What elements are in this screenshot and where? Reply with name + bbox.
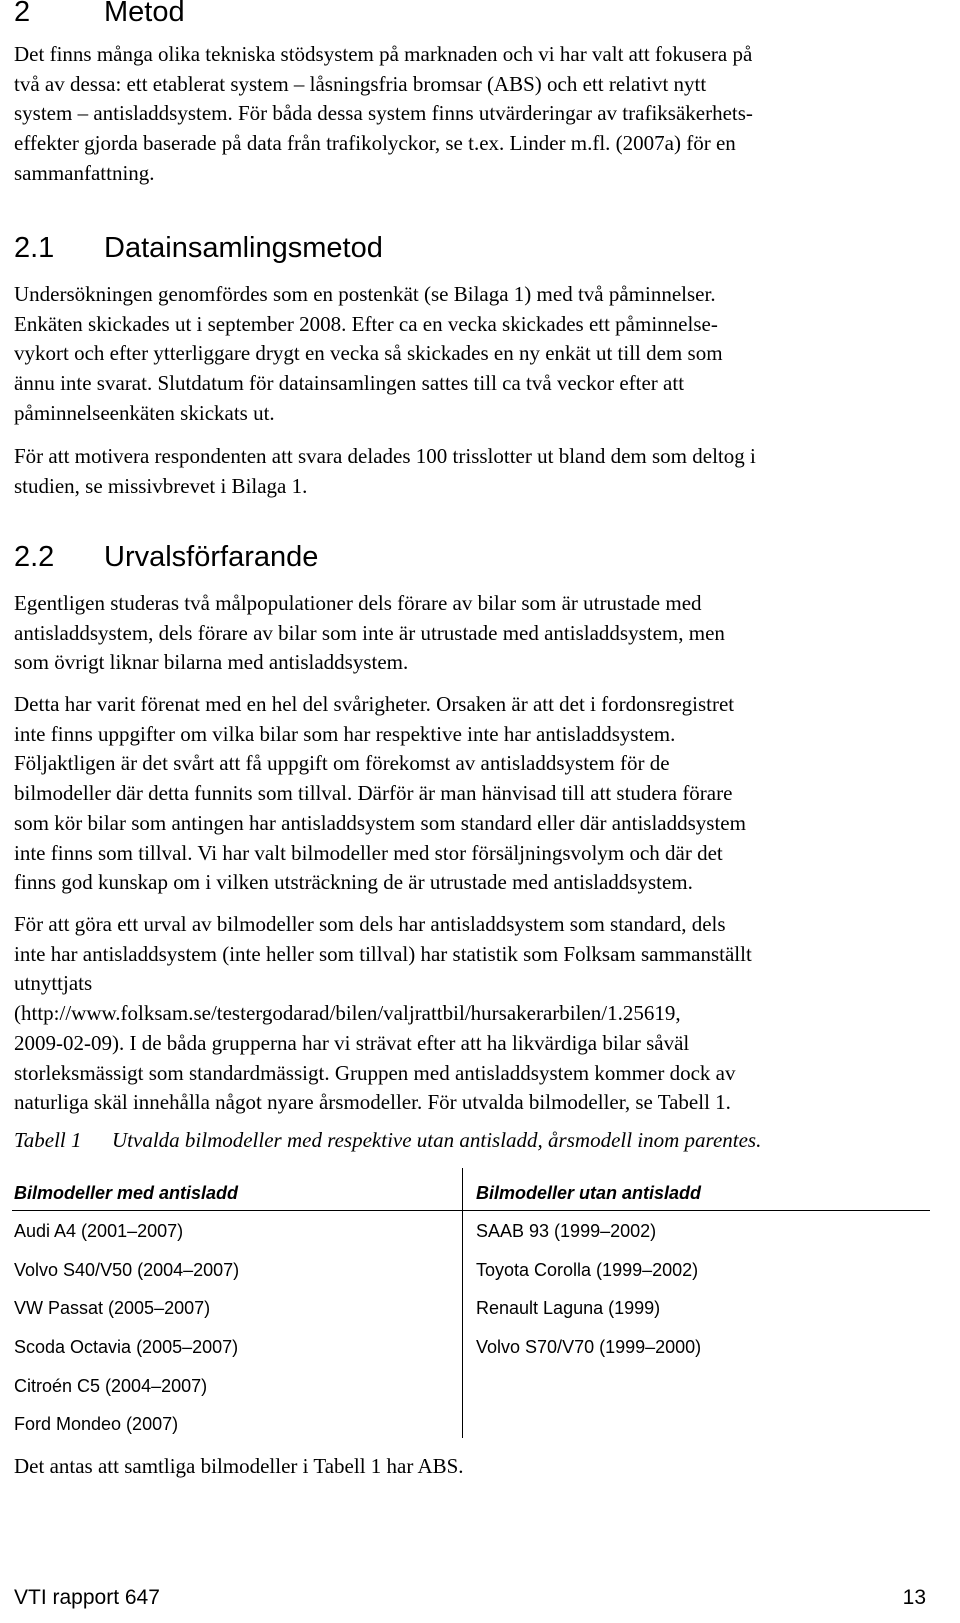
- paragraph: [14, 589, 934, 678]
- text-line: finns god kunskap om i vilken utsträckning de är utrustade med antisladdsystem.: [14, 870, 693, 895]
- text-line: Följaktligen är det svårt att få uppgift om förekomst av antisladdsystem för de: [14, 751, 670, 776]
- footer-page-number: 13: [902, 1586, 926, 1609]
- table-header-without: Bilmodeller utan antisladd: [476, 1183, 702, 1203]
- text-line: storleksmässigt som standardmässigt. Gruppen med antisladdsystem kommer dock av: [14, 1060, 736, 1085]
- paragraph: [14, 442, 934, 501]
- table-caption-text: Utvalda bilmodeller med respektive utan antisladd, årsmodell inom parentes.: [112, 1128, 762, 1152]
- paragraph: [14, 690, 934, 898]
- table-cell: Citroén C5 (2004–2007): [14, 1376, 208, 1396]
- section-heading-2-2: [14, 541, 318, 574]
- table-cell: Scoda Octavia (2005–2007): [14, 1337, 239, 1357]
- paragraph: [14, 910, 934, 1118]
- text-line: inte finns uppgifter om vilka bilar som har respektive inte har antisladdsystem.: [14, 721, 676, 746]
- table-cell: Toyota Corolla (1999–2002): [476, 1260, 699, 1280]
- text-line: studien, se missivbrevet i Bilaga 1.: [14, 473, 308, 498]
- text-line: Det antas att samtliga bilmodeller i Tabell 1 har ABS.: [14, 1454, 464, 1478]
- table-caption: [14, 1128, 761, 1153]
- section-number: 2.2: [14, 541, 55, 573]
- table-cell: SAAB 93 (1999–2002): [476, 1221, 657, 1241]
- table-cell: VW Passat (2005–2007): [14, 1298, 211, 1318]
- table-cell: Volvo S70/V70 (1999–2000): [476, 1337, 702, 1357]
- text-line: vykort och efter ytterliggare drygt en vecka så skickades en ny enkät ut till dem som: [14, 341, 723, 366]
- column-divider: [462, 1168, 463, 1438]
- text-line: Det finns många olika tekniska stödsystem på marknaden och vi har valt att fokusera på: [14, 42, 753, 66]
- text-line: utnyttjats: [14, 971, 93, 996]
- section-title: Datainsamlingsmetod: [104, 232, 383, 264]
- section-title: Urvalsförfarande: [104, 541, 319, 573]
- header-rule: [12, 1210, 930, 1211]
- text-line: Enkäten skickades ut i september 2008. Efter ca en vecka skickades ett påminnelse-: [14, 311, 718, 336]
- table-header-with: Bilmodeller med antisladd: [14, 1183, 239, 1203]
- text-line: påminnelseenkäten skickats ut.: [14, 400, 275, 425]
- text-line: system – antisladdsystem. För båda dessa system finns utvärderingar av trafiksäkerhets-: [14, 101, 753, 126]
- text-line: sammanfattning.: [14, 160, 155, 185]
- table-cell: Renault Laguna (1999): [476, 1298, 661, 1318]
- text-line: inte finns som tillval. Vi har valt bilmodeller med stor försäljningsvolym och där det: [14, 840, 723, 865]
- text-line: ännu inte svarat. Slutdatum för datainsamlingen sattes till ca två veckor efter att: [14, 371, 685, 396]
- text-line: effekter gjorda baserade på data från trafikolyckor, se t.ex. Linder m.fl. (2007a) för en: [14, 131, 736, 156]
- text-line: För att motivera respondenten att svara delades 100 trisslotter ut bland dem som deltog i: [14, 444, 756, 468]
- table-cell: Audi A4 (2001–2007): [14, 1221, 184, 1241]
- text-line: 2009-02-09). I de båda grupperna har vi strävat efter att ha likvärdiga bilar såväl: [14, 1030, 690, 1055]
- text-line: (http://www.folksam.se/testergodarad/bilen/valjrattbil/hursakerarbilen/1.25619,: [14, 1001, 681, 1026]
- text-line: Detta har varit förenat med en hel del svårigheter. Orsaken är att det i fordonsregistret: [14, 692, 735, 716]
- table-caption-label: Tabell 1: [14, 1128, 82, 1152]
- text-line: naturliga skäl innehålla något nyare årsmodeller. För utvalda bilmodeller, se Tabell 1.: [14, 1090, 731, 1115]
- text-line: antisladdsystem, dels förare av bilar som inte är utrustade med antisladdsystem, men: [14, 620, 725, 645]
- paragraph: [14, 1452, 934, 1482]
- chapter-heading: [14, 0, 185, 29]
- text-line: inte har antisladdsystem (inte heller som tillval) har statistik som Folksam sammanställt: [14, 941, 752, 966]
- chapter-title: Metod: [104, 0, 185, 28]
- text-line: För att göra ett urval av bilmodeller som dels har antisladdsystem som standard, dels: [14, 912, 726, 936]
- text-line: som övrigt liknar bilarna med antisladdsystem.: [14, 650, 409, 675]
- section-number: 2.1: [14, 232, 55, 264]
- text-line: bilmodeller där detta funnits som tillval. Därför är man hänvisad till att studera förare: [14, 781, 733, 806]
- table-cell: Volvo S40/V50 (2004–2007): [14, 1260, 240, 1280]
- table-cell: Ford Mondeo (2007): [14, 1414, 179, 1434]
- paragraph: [14, 280, 934, 429]
- footer-report-name: VTI rapport 647: [14, 1586, 160, 1609]
- text-line: Undersökningen genomfördes som en postenkät (se Bilaga 1) med två påminnelser.: [14, 282, 716, 306]
- chapter-number: 2: [14, 0, 31, 28]
- text-line: som kör bilar som antingen har antisladdsystem som standard eller där antisladdsystem: [14, 810, 746, 835]
- section-heading-2-1: [14, 232, 383, 265]
- intro-paragraph: [14, 40, 934, 189]
- text-line: Egentligen studeras två målpopulationer dels förare av bilar som är utrustade med: [14, 591, 702, 615]
- text-line: två av dessa: ett etablerat system – låsningsfria bromsar (ABS) och ett relativt nytt: [14, 71, 707, 96]
